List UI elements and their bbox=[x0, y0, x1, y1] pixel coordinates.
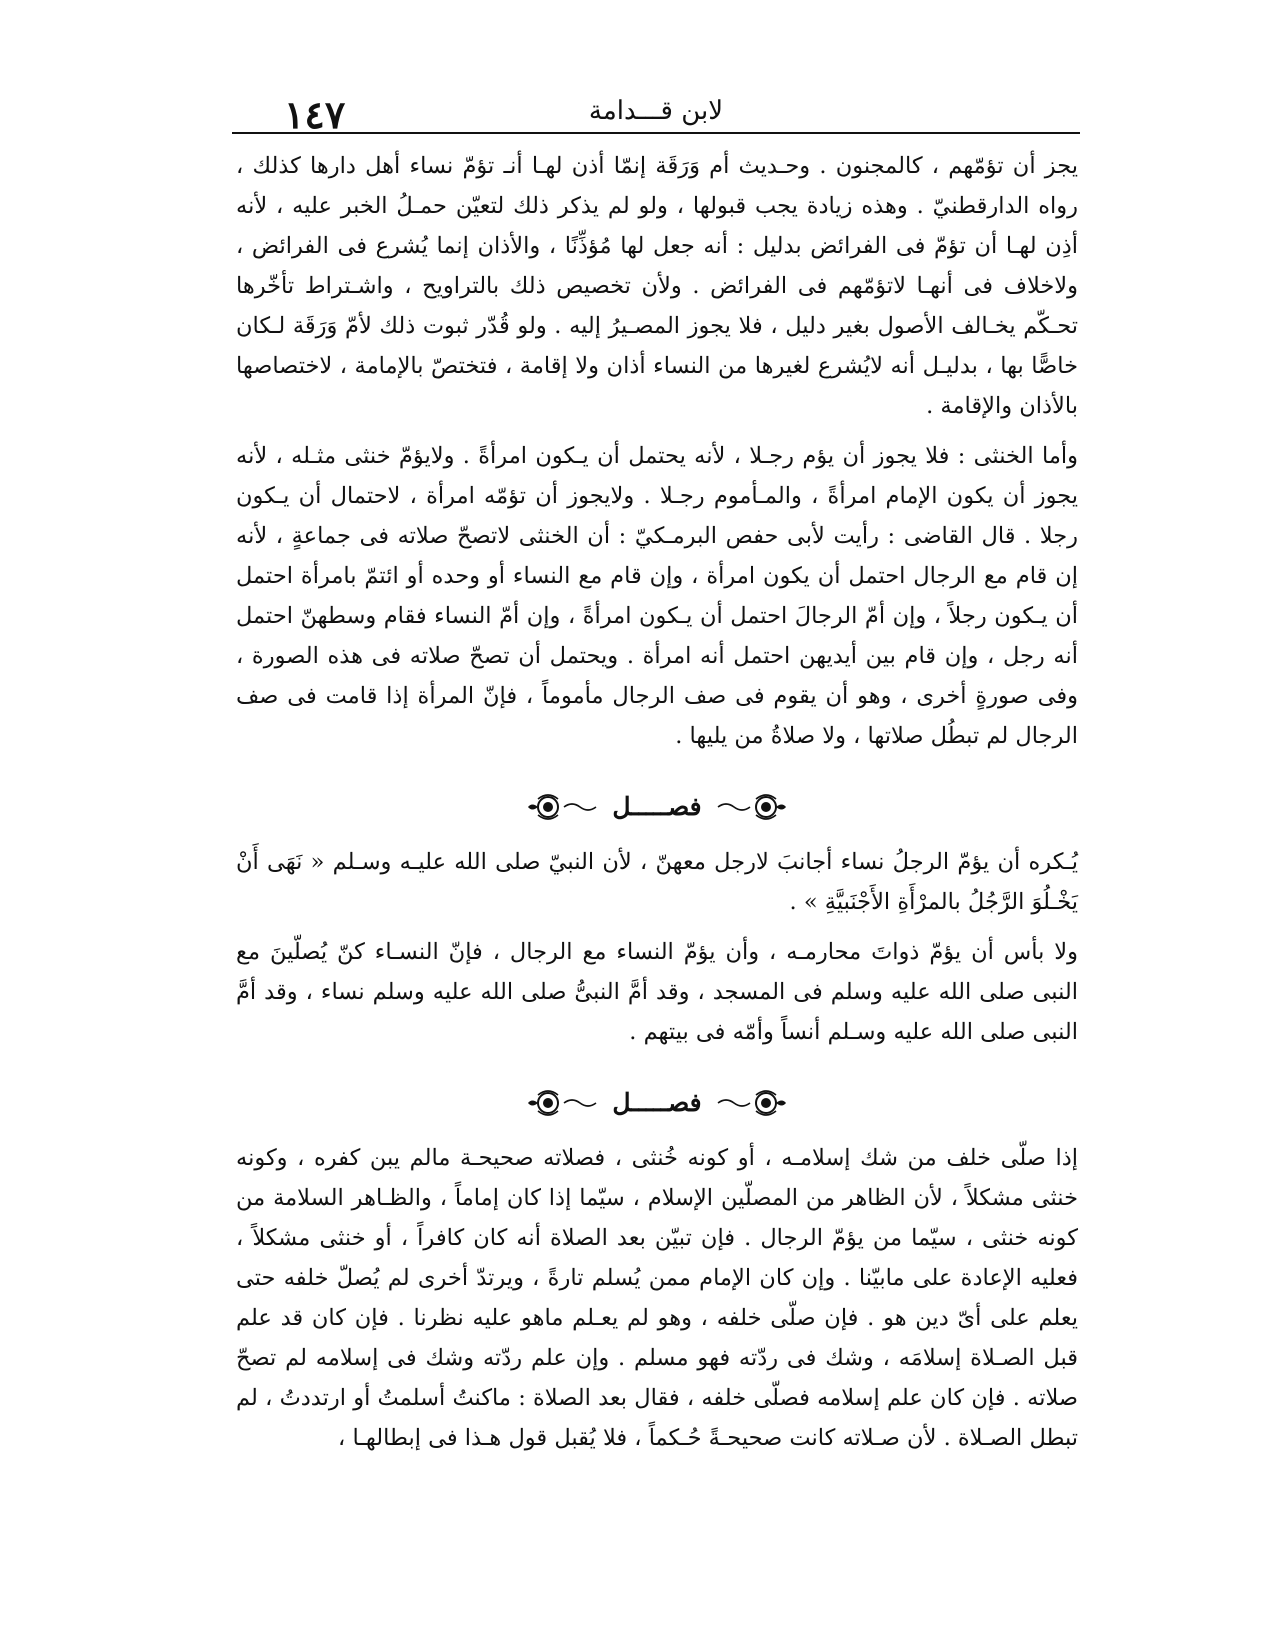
header-rule bbox=[232, 132, 1080, 134]
page-number: ١٤٧ bbox=[284, 92, 346, 137]
section-heading bbox=[236, 784, 1078, 830]
paragraph: يجز أن تؤمّهم ، كالمجنون . وحـديث أم وَرَقَة إنمّا أذن لهـا أنـ تؤمّ نساء أهل دارها كذلك ، رواه الدارقطنيّ . وهذه زيادة يجب قبولها ، ولو لم يذكر ذلك لتعيّن حمـلُ الخبر عليه ، لأنه أذِن لهـا أن تؤمّ فى الفرائض بدليل : أنه جعل لها مُؤذِّنًا ، والأذان إنما يُشرع فى الفرائض ، ولاخلاف فى أنهـا لاتؤمّهم فى الفرائض . ولأن تخصيص ذلك بالتراويح ، واشـتراط تأخّرها تحـكّم يخـالف الأصول بغير دليل ، فلا يجوز المصـيرُ إليه . ولو قُدّر ثبوت ذلك لأمّ وَرَقَة لـكان خاصًّا بها ، بدليـل أنه لايُشرع لغيرها من النساء أذان ولا إقامة ، فتختصّ بالإمامة ، لاختصاصها بالأذان والإقامة . bbox=[236, 153, 1078, 419]
paragraph: وأما الخنثى : فلا يجوز أن يؤم رجـلا ، لأنه يحتمل أن يـكون امرأةً . ولايؤمّ خنثى مثـله ، لأنه يجوز أن يكون الإمام امرأةً ، والمـأموم رجـلا . ولايجوز أن تؤمّه امرأة ، لاحتمال أن يـكون رجلا . قال القاضى : رأيت لأبى حفص البرمـكيّ : أن الخنثى لاتصحّ صلاته فى جماعةٍ ، لأنه إن قام مع الرجال احتمل أن يكون امرأة ، وإن قام مع النساء أو وحده أو ائتمّ بامرأة احتمل أن يـكون رجلاً ، وإن أمّ الرجالَ احتمل أن يـكون امرأةً ، وإن أمّ النساء فقام وسطهنّ احتمل أنه رجل ، وإن قام بين أيديهن احتمل أنه امرأة . ويحتمل أن تصحّ صلاته فى هذه الصورة ، وفى صورةٍ أخرى ، وهو أن يقوم فى صف الرجال مأموماً ، فإنّ المرأة إذا قامت فى صف الرجال لم تبطُل صلاتها ، ولا صلاةُ من يليها . bbox=[236, 443, 1078, 749]
ornament-left-icon bbox=[526, 1088, 598, 1118]
paragraph: يُـكره أن يؤمّ الرجلُ نساء أجانبَ لارجل معهنّ ، لأن النبيّ صلى الله عليـه وسـلم « نَهَى أَنْ يَخْـلُوَ الرَّجُلُ بالمرْأَةِ الأَجْنَبيَّةِ » . bbox=[236, 849, 1078, 915]
ornament-right-icon bbox=[716, 1088, 788, 1118]
running-title: لابن قـــدامة bbox=[588, 96, 724, 126]
section-heading bbox=[236, 1080, 1078, 1126]
paragraph: ولا بأس أن يؤمّ ذواتَ محارمـه ، وأن يؤمّ النساء مع الرجال ، فإنّ النسـاء كنّ يُصلّينَ مع النبى صلى الله عليه وسلم فى المسجد ، وقد أمَّ النبىُّ صلى الله عليه وسلم نساء ، وقد أمَّ النبى صلى الله عليه وسـلم أنساً وأمّه فى بيتهم . bbox=[236, 939, 1078, 1045]
ornament-right-icon bbox=[716, 792, 788, 822]
page-header bbox=[232, 80, 1080, 140]
section-heading-label: فصـــــل bbox=[612, 792, 702, 821]
body-text bbox=[236, 146, 1078, 1458]
paragraph: إذا صلّى خلف من شك إسلامـه ، أو كونه خُنثى ، فصلاته صحيحـة مالم يبن كفره ، وكونه خنثى مشكلاً ، لأن الظاهر من المصلّين الإسلام ، سيّما إذا كان إماماً ، والظـاهر السلامة من كونه خنثى ، سيّما من يؤمّ الرجال . فإن تبيّن بعد الصلاة أنه كان كافراً ، أو خنثى مشكلاً ، فعليه الإعادة على مابيّنا . وإن كان الإمام ممن يُسلم تارةً ، ويرتدّ أخرى لم يُصلّ خلفه حتى يعلم على أىّ دين هو . فإن صلّى خلفه ، وهو لم يعـلم ماهو عليه نظرنا . فإن كان قد علم قبل الصـلاة إسلامَه ، وشك فى ردّته فهو مسلم . وإن علم ردّته وشك فى إسلامه لم تصحّ صلاته . فإن كان علم إسلامه فصلّى خلفه ، فقال بعد الصلاة : ماكنتُ أسلمتُ أو ارتددتُ ، لم تبطل الصـلاة . لأن صـلاته كانت صحيحـةً حُـكماً ، فلا يُقبل قول هـذا فى إبطالهـا ، bbox=[236, 1145, 1078, 1451]
ornament-left-icon bbox=[526, 792, 598, 822]
section-heading-label: فصـــــل bbox=[612, 1088, 702, 1117]
